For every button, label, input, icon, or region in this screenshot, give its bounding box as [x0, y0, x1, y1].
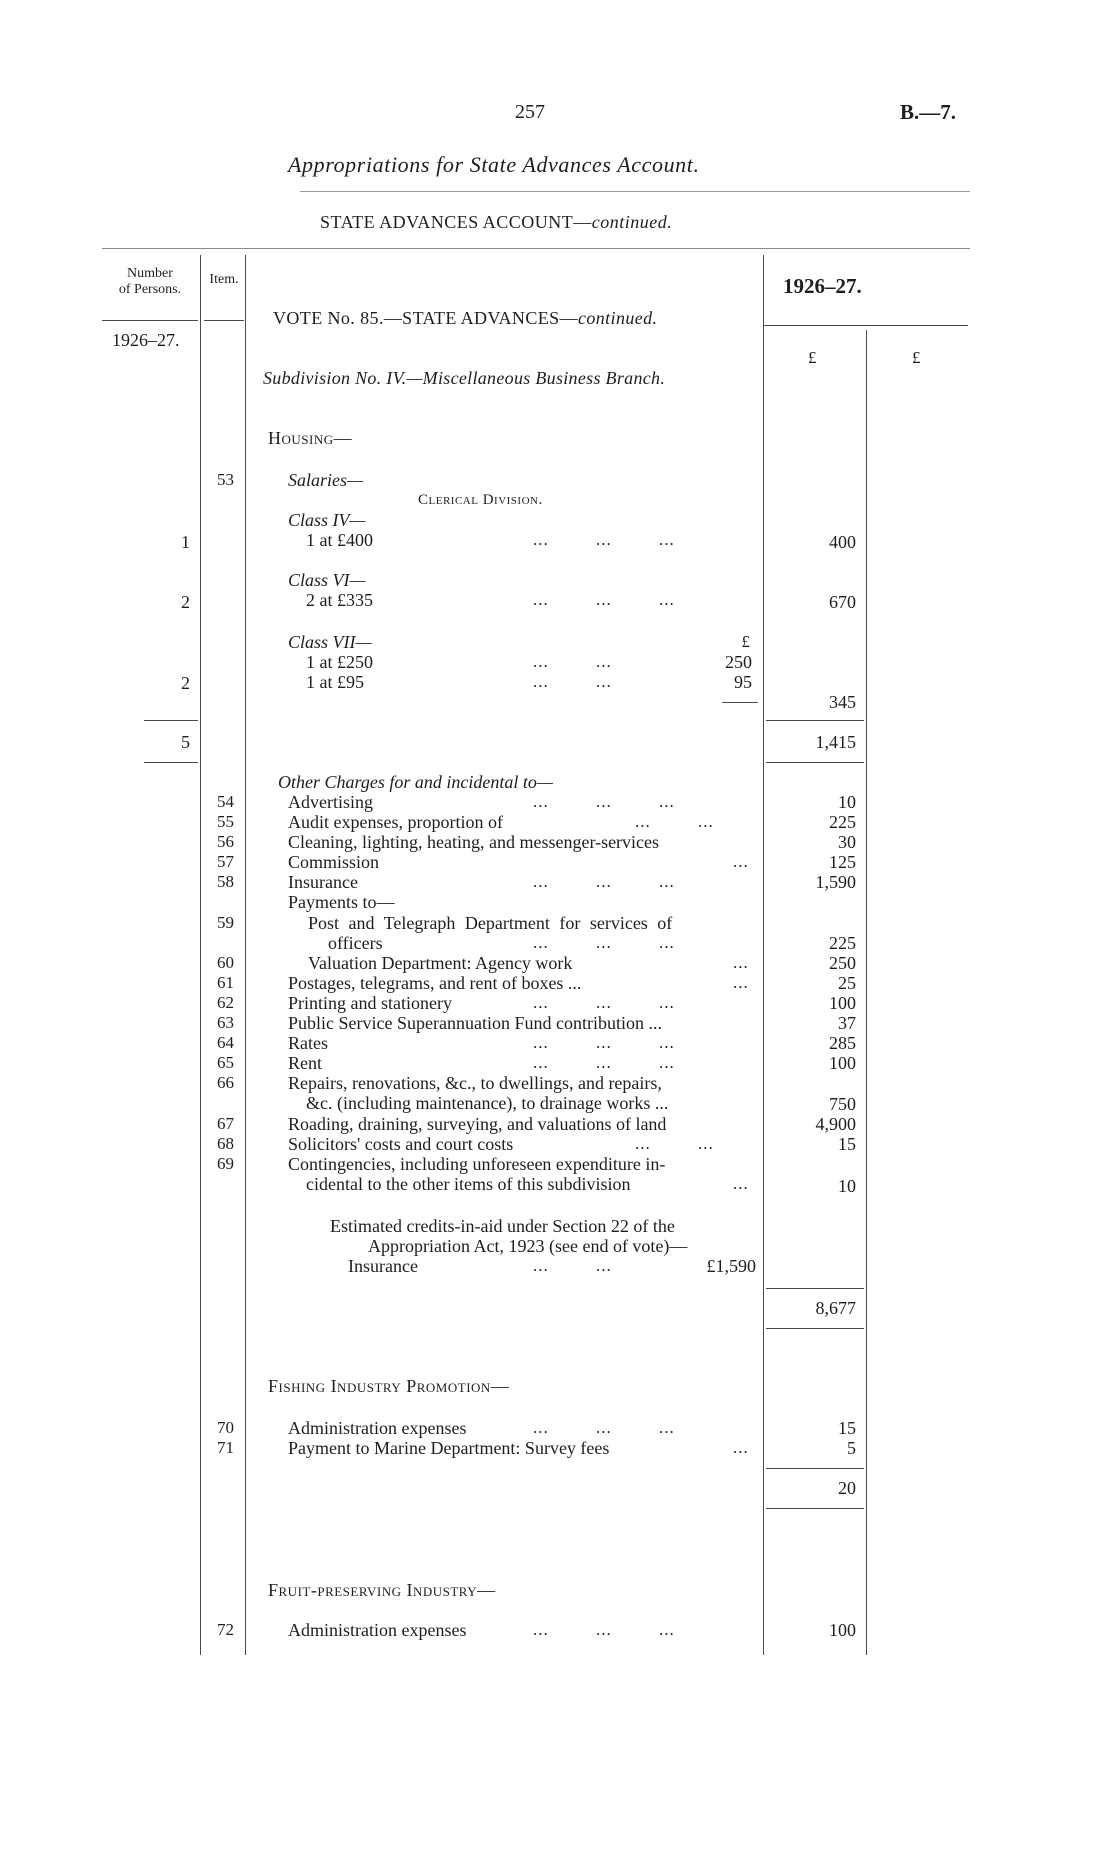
housing-total-bottom-rule	[766, 1328, 864, 1329]
item-amount: 225	[829, 933, 856, 953]
item-header-rule	[204, 320, 244, 321]
item-amount: 125	[829, 852, 856, 872]
leader-dots: ... ... ...	[533, 530, 675, 549]
item-text: Public Service Superannuation Fund contribution ...	[288, 1013, 662, 1033]
class-vii-sub-amount-2: 95	[734, 672, 752, 692]
item-number: 63	[217, 1013, 234, 1032]
item-number: 53	[217, 470, 234, 489]
fishing-total-rule	[766, 1468, 864, 1469]
item-column-right-rule	[245, 255, 246, 1655]
year-column-header: 1926–27.	[783, 274, 862, 298]
class-vii-persons: 2	[181, 673, 190, 693]
item-text: Solicitors' costs and court costs	[288, 1134, 514, 1154]
leader-dots: ...	[733, 852, 749, 871]
class-vii-sub-amount-1: 250	[725, 652, 752, 672]
leader-dots: ... ... ...	[533, 792, 675, 811]
item-text: Administration expenses	[288, 1620, 467, 1640]
amount-column-mid-rule	[866, 330, 867, 1655]
persons-column-header: Number of Persons.	[118, 266, 182, 297]
class-iv-amount: 400	[829, 532, 856, 552]
item-text: Advertising	[288, 792, 373, 812]
item-text: Printing and stationery	[288, 993, 452, 1013]
class-vii-line-1: 1 at £250	[306, 652, 373, 672]
leader-dots: ... ...	[533, 672, 612, 691]
item-column-header: Item.	[209, 272, 239, 287]
item-number: 70	[217, 1418, 234, 1437]
salaries-total-bottom-rule	[766, 762, 864, 763]
class-iv-label: Class IV—	[288, 510, 366, 530]
item-text-cont: cidental to the other items of this subdivision	[306, 1174, 631, 1194]
persons-total: 5	[181, 732, 190, 752]
item-number: 69	[217, 1154, 234, 1173]
leader-dots: ... ... ...	[533, 993, 675, 1012]
housing-heading: Housing—	[268, 428, 353, 448]
item-text: Audit expenses, proportion of	[288, 812, 503, 832]
item-number: 58	[217, 872, 234, 891]
salaries-total-rule	[766, 720, 864, 721]
class-vii-label: Class VII—	[288, 632, 372, 652]
item-amount: 100	[829, 1053, 856, 1073]
item-amount: 15	[838, 1418, 856, 1438]
leader-dots: ... ...	[533, 1256, 612, 1275]
item-amount: 25	[838, 973, 856, 993]
item-text: Valuation Department: Agency work	[308, 953, 573, 973]
class-vi-line: 2 at £335	[306, 590, 373, 610]
salaries-total: 1,415	[815, 732, 856, 752]
class-vi-label: Class VI—	[288, 570, 366, 590]
clerical-division-heading: Clerical Division.	[418, 492, 543, 508]
fruit-heading: Fruit-preserving Industry—	[268, 1580, 496, 1600]
item-amount: 100	[829, 1620, 856, 1640]
item-number: 60	[217, 953, 234, 972]
item-text: Roading, draining, surveying, and valuations of land	[288, 1114, 667, 1134]
persons-year: 1926–27.	[112, 330, 180, 350]
item-number: 56	[217, 832, 234, 851]
item-text: Post and Telegraph Department for services of	[308, 913, 673, 933]
payments-to-label: Payments to—	[288, 892, 395, 912]
credits-note-line-2: Appropriation Act, 1923 (see end of vote)—	[368, 1236, 688, 1256]
vote-title: VOTE No. 85.—STATE ADVANCES—continued.	[273, 308, 658, 328]
item-text: Insurance	[288, 872, 358, 892]
item-amount: 10	[838, 1176, 856, 1196]
item-amount: 15	[838, 1134, 856, 1154]
item-text: Cleaning, lighting, heating, and messenger-services	[288, 832, 660, 852]
item-amount: 100	[829, 993, 856, 1013]
leader-dots: ... ... ...	[533, 1033, 675, 1052]
fishing-heading: Fishing Industry Promotion—	[268, 1376, 510, 1396]
item-amount: 225	[829, 812, 856, 832]
leader-dots: ... ... ...	[533, 1053, 675, 1072]
leader-dots: ... ... ...	[533, 933, 675, 952]
leader-dots: ...	[733, 973, 749, 992]
item-number: 71	[217, 1438, 234, 1457]
subdivision-title: Subdivision No. IV.—Miscellaneous Business Branch.	[263, 368, 666, 388]
item-number: 68	[217, 1134, 234, 1153]
item-number: 55	[217, 812, 234, 831]
leader-dots: ... ... ...	[533, 590, 675, 609]
item-amount: 750	[829, 1094, 856, 1114]
item-amount: 4,900	[815, 1114, 856, 1134]
leader-dots: ... ...	[635, 1134, 714, 1153]
document-reference: B.—7.	[900, 100, 957, 124]
leader-dots: ... ...	[533, 652, 612, 671]
persons-header-rule	[102, 320, 198, 321]
item-amount: 250	[829, 953, 856, 973]
class-vi-persons: 2	[181, 592, 190, 612]
other-charges-heading: Other Charges for and incidental to—	[278, 772, 553, 792]
item-text-cont: &c. (including maintenance), to drainage works ...	[306, 1093, 669, 1113]
persons-total-rule	[144, 720, 198, 721]
housing-total: 8,677	[815, 1298, 856, 1318]
credits-note-line-1: Estimated credits-in-aid under Section 22 of the	[330, 1216, 675, 1236]
leader-dots: ...	[733, 953, 749, 972]
salaries-label: Salaries—	[288, 470, 364, 490]
item-number: 57	[217, 852, 234, 871]
item-text: Repairs, renovations, &c., to dwellings, and repairs,	[288, 1073, 662, 1093]
item-number: 61	[217, 973, 234, 992]
item-text: Payment to Marine Department: Survey fees	[288, 1438, 610, 1458]
class-iv-persons: 1	[181, 532, 190, 552]
title-rule	[300, 191, 970, 192]
leader-dots: ...	[733, 1438, 749, 1457]
item-amount: 37	[838, 1013, 856, 1033]
page-title: Appropriations for State Advances Account.	[288, 152, 700, 177]
persons-total-bottom-rule	[144, 762, 198, 763]
item-amount: 10	[838, 792, 856, 812]
leader-dots: ... ...	[635, 812, 714, 831]
item-amount: 1,590	[815, 872, 856, 892]
credits-insurance-label: Insurance	[348, 1256, 418, 1276]
item-text: Administration expenses	[288, 1418, 467, 1438]
pound-sign-col2: £	[912, 348, 921, 367]
fishing-total: 20	[838, 1478, 856, 1498]
item-number: 54	[217, 792, 234, 811]
credits-insurance-amount: £1,590	[706, 1256, 756, 1276]
fishing-total-bottom-rule	[766, 1508, 864, 1509]
item-number: 59	[217, 913, 234, 932]
pound-sign-col1: £	[808, 348, 817, 367]
class-vii-amount: 345	[829, 692, 856, 712]
item-number: 65	[217, 1053, 234, 1072]
year-header-rule	[764, 325, 968, 326]
account-heading: STATE ADVANCES ACCOUNT—continued.	[320, 212, 673, 232]
item-amount: 285	[829, 1033, 856, 1053]
leader-dots: ... ... ...	[533, 1620, 675, 1639]
item-text: Rates	[288, 1033, 328, 1053]
leader-dots: ... ... ...	[533, 1418, 675, 1437]
item-number: 67	[217, 1114, 234, 1133]
item-number: 62	[217, 993, 234, 1012]
item-amount: 5	[847, 1438, 856, 1458]
item-text: Contingencies, including unforeseen expenditure in-	[288, 1154, 666, 1174]
item-number: 66	[217, 1073, 234, 1092]
leader-dots: ... ... ...	[533, 872, 675, 891]
leader-dots: ...	[733, 1174, 749, 1193]
item-amount: 30	[838, 832, 856, 852]
item-text: Rent	[288, 1053, 322, 1073]
class-vii-line-2: 1 at £95	[306, 672, 364, 692]
item-text: Postages, telegrams, and rent of boxes ...	[288, 973, 582, 993]
class-vii-subtotal-rule	[722, 702, 758, 703]
item-text-cont: officers	[328, 933, 383, 953]
table-top-rule	[102, 248, 970, 249]
item-number: 64	[217, 1033, 234, 1052]
class-vi-amount: 670	[829, 592, 856, 612]
item-number: 72	[217, 1620, 234, 1639]
amount-column-left-rule	[763, 255, 764, 1655]
page-number: 257	[515, 101, 545, 123]
class-vii-pound-sign: £	[741, 632, 750, 651]
housing-total-rule	[766, 1288, 864, 1289]
item-text: Commission	[288, 852, 380, 872]
class-iv-line: 1 at £400	[306, 530, 373, 550]
